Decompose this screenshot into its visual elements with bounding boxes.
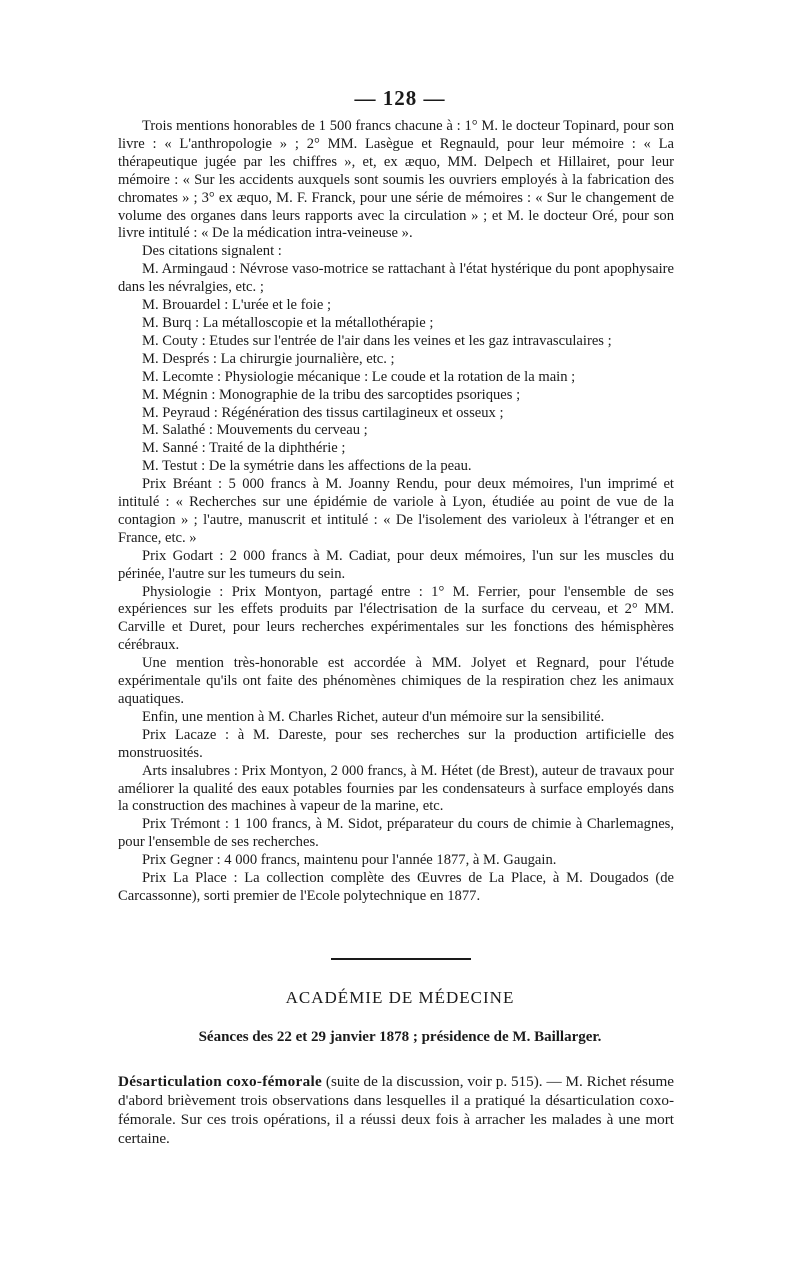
paragraph: Prix Godart : 2 000 francs à M. Cadiat, pour deux mémoires, l'un sur les muscles du périnée, l'autre sur les tumeurs du sein. (118, 547, 674, 582)
session-line: Séances des 22 et 29 janvier 1878 ; présidence de M. Baillarger. (198, 1029, 602, 1045)
paragraph: Physiologie : Prix Montyon, partagé entre : 1° M. Ferrier, pour l'ensemble de ses expériences sur les effets produits par l'électrisation de la surface du cerveau, et 2° MM. Carville et Duret, pour leurs recherches expérimentales sur les fonctions des hémisphères cérébraux. (118, 583, 674, 654)
citation: M. Després : La chirurgie journalière, etc. ; (142, 350, 395, 367)
paragraph: Prix Bréant : 5 000 francs à M. Joanny Rendu, pour deux mémoires, l'un imprimé et intitulé : « Recherches sur une épidémie de variole à Lyon, étudiée au point de vue de la contagion » ; l'autre, manuscrit et intitulé : « De l'isolement des varioleux à l'étranger et en France, etc. » (118, 476, 674, 546)
paragraph: Une mention très-honorable est accordée à MM. Jolyet et Regnard, pour l'étude expérimentale qu'ils ont faite des phénomènes chimiques de la respiration chez les animaux aquatiques. (118, 655, 674, 707)
discussion-paragraph (118, 1072, 674, 1148)
citation: M. Testut : De la symétrie dans les affections de la peau. (142, 458, 472, 475)
body-text (118, 118, 674, 906)
page-number: — 128 — (354, 86, 446, 110)
citation: M. Mégnin : Monographie de la tribu des sarcoptides psoriques ; (142, 386, 521, 403)
section-title: ACADÉMIE DE MÉDECINE (285, 988, 515, 1007)
paragraph: Enfin, une mention à M. Charles Richet, auteur d'un mémoire sur la sensibilité. (142, 708, 605, 725)
citation: M. Armingaud : Névrose vaso-motrice se rattachant à l'état hystérique du pont apophysaire dans les névralgies, etc. ; (118, 261, 674, 296)
citation: M. Salathé : Mouvements du cerveau ; (142, 422, 368, 439)
paragraph: Arts insalubres : Prix Montyon, 2 000 francs, à M. Hétet (de Brest), auteur de travaux pour améliorer la qualité des eaux potables fournies par les condensateurs à surface employés dans la construction des machines à vapeur de la marine, etc. (118, 762, 674, 815)
paragraph: Trois mentions honorables de 1 500 francs chacune à : 1° M. le docteur Topinard, pour son livre : « L'anthropologie » ; 2° MM. Lasègue et Regnauld, pour leur mémoire : « La thérapeutique jugée par les chiffres », et, ex æquo, MM. Delpech et Hillairet, pour leur mémoire : « Sur les accidents auxquels sont soumis les ouvriers employés à la fabrication des chromates » ; 3° ex æquo, M. F. Franck, pour une série de mémoires : « Sur le changement de volume des organes dans leurs rapports avec la circulation » ; et M. le docteur Oré, pour son livre intitulé : « De la médication intra-veineuse ». (118, 118, 674, 242)
citation: M. Couty : Etudes sur l'entrée de l'air dans les veines et les gaz intravasculaires ; (142, 332, 612, 349)
citation: M. Burq : La métalloscopie et la métallothérapie ; (142, 314, 434, 331)
citation: M. Lecomte : Physiologie mécanique : Le coude et la rotation de la main ; (142, 368, 576, 385)
citation: M. Sanné : Traité de la diphthérie ; (142, 440, 346, 457)
paragraph: Prix Lacaze : à M. Dareste, pour ses recherches sur la production artificielle des monstruosités. (118, 726, 674, 761)
discussion-text: (suite de la discussion, voir p. 515). — M. Richet résume d'abord brièvement trois observations dans lesquelles il a pratiqué la désarticulation coxo-fémorale. Sur ces trois opérations, il a réussi deux fois à arracher les malades à une mort certaine. (118, 1073, 674, 1147)
citation: M. Brouardel : L'urée et le foie ; (142, 297, 332, 314)
paragraph: Prix La Place : La collection complète des Œuvres de La Place, à M. Dougados (de Carcassonne), sorti premier de l'Ecole polytechnique en 1877. (118, 870, 674, 904)
discussion-heading: Désarticulation coxo-fémorale (118, 1073, 323, 1090)
paragraph: Prix Trémont : 1 100 francs, à M. Sidot, préparateur du cours de chimie à Charlemagnes, pour l'ensemble de ses recherches. (118, 816, 674, 851)
section-divider (331, 958, 471, 960)
paragraph: Prix Gegner : 4 000 francs, maintenu pour l'année 1877, à M. Gaugain. (142, 852, 557, 869)
paragraph: Des citations signalent : (142, 243, 282, 260)
citation: M. Peyraud : Régénération des tissus cartilagineux et osseux ; (142, 404, 504, 421)
